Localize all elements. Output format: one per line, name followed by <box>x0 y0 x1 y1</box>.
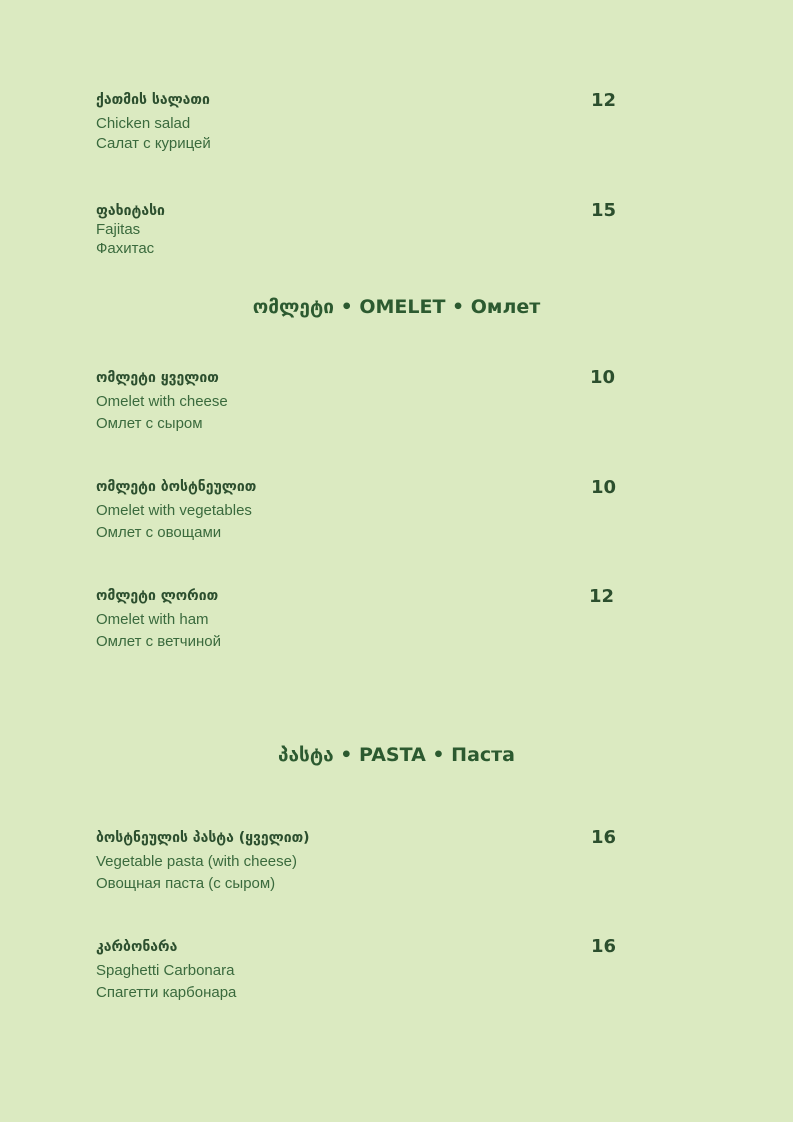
item-name-ka: ბოსტნეულის პასტა (ყველით) <box>96 830 310 846</box>
item-name-ka: ომლეტი ბოსტნეულით <box>96 479 257 495</box>
item-name-ka: ქათმის სალათი <box>96 92 210 108</box>
menu-item-fajitas <box>96 203 616 257</box>
item-price: 16 <box>591 936 617 957</box>
item-name-ru: Фахитас <box>96 240 155 257</box>
item-name-en: Omelet with cheese <box>96 393 228 410</box>
section-heading-omelet: ომლეტი • OMELET • Омлет <box>252 296 541 318</box>
menu-item-chicken-salad <box>96 92 616 152</box>
item-name-ru: Спагетти карбонара <box>96 984 237 1001</box>
item-name-ka: ომლეტი ყველით <box>96 370 219 386</box>
item-name-en: Vegetable pasta (with cheese) <box>96 853 297 870</box>
menu-item-omelet-ham <box>96 588 616 650</box>
menu-item-carbonara <box>96 939 616 1001</box>
item-name-ka: კარბონარა <box>96 939 178 955</box>
item-name-en: Fajitas <box>96 221 141 238</box>
menu-item-omelet-vegetables <box>96 479 616 541</box>
item-price: 10 <box>590 367 616 388</box>
menu-item-omelet-cheese <box>96 370 616 432</box>
item-name-en: Chicken salad <box>96 115 191 132</box>
item-price: 16 <box>591 827 617 848</box>
item-price: 12 <box>589 586 615 607</box>
item-price: 10 <box>591 477 617 498</box>
item-name-en: Omelet with ham <box>96 611 209 628</box>
item-name-en: Omelet with vegetables <box>96 502 252 519</box>
item-name-ka: ფახიტასი <box>96 203 165 219</box>
section-heading-pasta: პასტა • PASTA • Паста <box>278 744 515 766</box>
item-name-ka: ომლეტი ლორით <box>96 588 219 604</box>
menu-item-vegetable-pasta <box>96 830 616 892</box>
item-name-ru: Омлет с ветчиной <box>96 633 221 650</box>
item-name-ru: Омлет с сыром <box>96 415 203 432</box>
item-name-ru: Овощная паста (с сыром) <box>96 875 276 892</box>
item-name-en: Spaghetti Carbonara <box>96 962 235 979</box>
item-name-ru: Омлет с овощами <box>96 524 222 541</box>
item-price: 15 <box>591 200 617 221</box>
item-name-ru: Салат с курицей <box>96 135 211 152</box>
item-price: 12 <box>591 90 617 111</box>
